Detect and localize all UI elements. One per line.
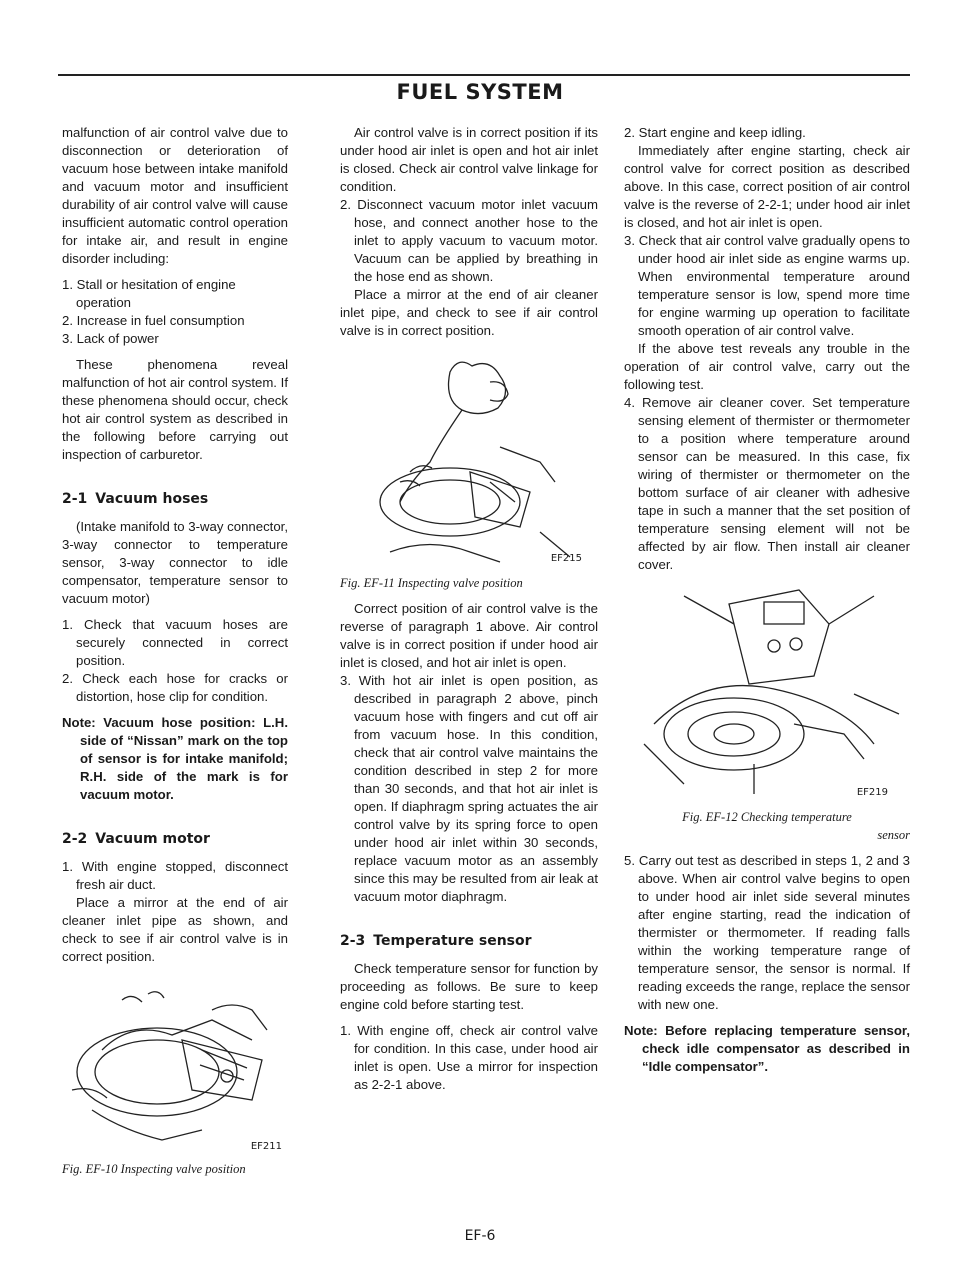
section-title: Temperature sensor (373, 933, 532, 949)
paragraph: Immediately after engine starting, check air control valve for correct position as described above. In this case, correct position of air control valve is the reverse of 2-2-1; under hood air inlet is closed, and hot air inlet is open. (624, 143, 910, 230)
figure-ef10 (62, 980, 288, 1156)
list-item: 2. Increase in fuel consumption (62, 313, 245, 328)
section-number: 2-3 (340, 933, 366, 949)
page-number: EF-6 (464, 1228, 496, 1244)
figure-code: EF215 (550, 553, 582, 564)
column-right (624, 124, 910, 1076)
section-heading-vacuum-motor (62, 830, 288, 848)
intro-paragraph: malfunction of air control valve due to disconnection or deterioration of vacuum hose between intake manifold and vacuum motor and insufficient durability of air control valve will cause insufficient automatic control operation for intake air, and result in engine disorder including: (62, 125, 288, 266)
figure-ef12 (624, 584, 910, 804)
figure-caption: Fig. EF-11 Inspecting valve position (340, 576, 523, 590)
section-number: 2-1 (62, 491, 88, 507)
paragraph: Check temperature sensor for function by proceeding as follows. Be sure to keep engine cold before starting test. (340, 961, 598, 1012)
figure-ef10-drawing (62, 980, 288, 1156)
step-paragraph: 1. With engine off, check air control valve for condition. In this case, under hood air inlet is open. Use a mirror for inspection as 2-2-1 above. (340, 1023, 598, 1092)
step-paragraph: 2. Start engine and keep idling. (624, 125, 806, 140)
figure-caption: Fig. EF-12 Checking temperature (682, 810, 852, 824)
paragraph: Correct position of air control valve is the reverse of paragraph 1 above. Air control valve is in correct position if under hood air inlet is closed, and hot air inlet is open. (340, 601, 598, 670)
column-middle (340, 124, 598, 1094)
figure-ef12-drawing (624, 584, 910, 804)
step-paragraph: 2. Disconnect vacuum motor inlet vacuum hose, and connect another hose to the inlet to apply vacuum to vacuum motor. Vacuum can be applied by breathing in the hose end as shown. (340, 197, 598, 284)
paragraph: If the above test reveals any trouble in the operation of air control valve, carry out the following test. (624, 341, 910, 392)
figure-caption-continued: sensor (877, 828, 910, 842)
section-number: 2-2 (62, 831, 88, 847)
motor-mirror-paragraph: Place a mirror at the end of air cleaner inlet pipe as shown, and check to see if air control valve is in correct position. (62, 895, 288, 964)
figure-code: EF219 (856, 787, 888, 798)
paragraph: Place a mirror at the end of air cleaner inlet pipe, and check to see if air control valve is in correct position. (340, 287, 598, 338)
figure-code: EF211 (250, 1141, 282, 1152)
hoses-note: Note: Vacuum hose position: L.H. side of “Nissan” mark on the top of sensor is for intake manifold; R.H. side of the mark is for vacuum motor. (62, 715, 288, 802)
step-paragraph: 3. Check that air control valve gradually opens to under hood air inlet side as engine warms up. When environmental temperature around temperature sensor is low, spend more time for engine warming up operation to facilitate smooth operation of air control valve. (624, 233, 910, 338)
list-item: 1. Stall or hesitation of engine operation (62, 277, 236, 310)
step-paragraph: 5. Carry out test as described in steps 1, 2 and 3 above. When air control valve begins to open to under hood air inlet side several minutes after engine starting, read the indication of thermister or thermometer. If reading falls within the working temperature range of temperature sensor, the sensor is normal. If reading exceeds the range, replace the sensor with new one. (624, 853, 910, 1012)
figure-ef11-drawing (340, 352, 598, 570)
hoses-parenthetical: (Intake manifold to 3-way connector, 3-way connector to temperature sensor, 3-way connector to idle compensator, temperature sensor to vacuum motor) (62, 519, 288, 606)
figure-caption: Fig. EF-10 Inspecting valve position (62, 1162, 246, 1176)
header-rule (58, 74, 910, 76)
phenomena-paragraph: These phenomena reveal malfunction of hot air control system. If these phenomena should occur, check hot air control system as described in the following before carrying out inspection of carburetor. (62, 357, 288, 462)
figure-ef11 (340, 352, 598, 570)
hoses-step: 1. Check that vacuum hoses are securely connected in correct position. (62, 617, 288, 668)
list-item: 3. Lack of power (62, 331, 159, 346)
hoses-step: 2. Check each hose for cracks or distortion, hose clip for condition. (62, 671, 288, 704)
paragraph: Air control valve is in correct position if its under hood air inlet is open and hot air inlet is closed. Check air control valve linkage for condition. (340, 125, 598, 194)
step-paragraph: 3. With hot air inlet is open position, as described in paragraph 2 above, pinch vacuum hose with fingers and cut off air from vacuum hose. In this condition, check that air control valve maintains the condition described in step 2 for more than 30 seconds, and that hot air inlet is open. If diaphragm spring actuates the air control valve by its spring force to open under hood air inlet within 30 seconds, replace vacuum motor as an assembly since this may be resulted from air leak at vacuum motor diaphragm. (340, 673, 598, 904)
step-paragraph: 4. Remove air cleaner cover. Set temperature sensing element of thermister or thermometer to a position where temperature around sensor can be measured. In this case, fix wiring of thermister or thermometer on the bottom surface of air cleaner with adhesive tape in such a manner that the set position of temperature sensing element will not be affected by air flow. Then install air cleaner cover. (624, 395, 910, 572)
section-heading-vacuum-hoses (62, 490, 288, 508)
section-heading-temperature-sensor (340, 932, 598, 950)
page-title: FUEL SYSTEM (396, 80, 564, 104)
section-title: Vacuum motor (95, 831, 210, 847)
sensor-note: Note: Before replacing temperature sensor, check idle compensator as described in “Idle compensator”. (624, 1023, 910, 1074)
motor-step: 1. With engine stopped, disconnect fresh air duct. (62, 859, 288, 892)
column-left (62, 124, 288, 1178)
section-title: Vacuum hoses (95, 491, 209, 507)
